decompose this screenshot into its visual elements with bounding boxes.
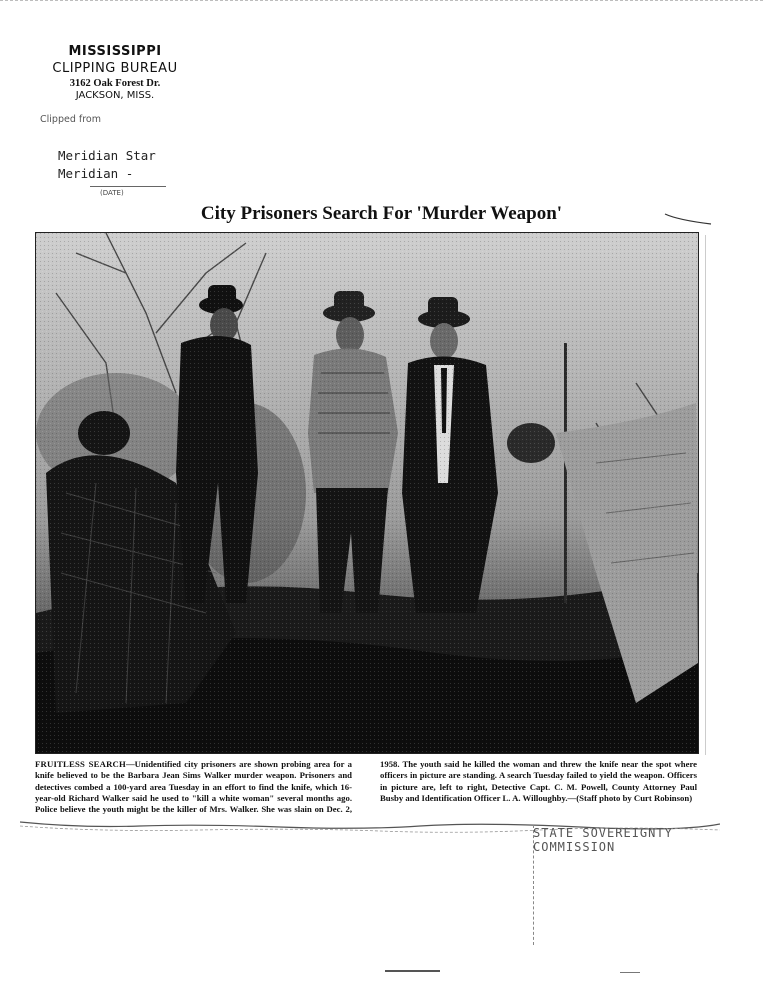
caption-lead: FRUITLESS SEARCH — [35, 759, 126, 769]
torn-edge-mark — [663, 208, 713, 228]
news-photo-image — [36, 233, 698, 753]
top-dotted-border — [0, 0, 763, 3]
right-margin-line — [705, 235, 707, 755]
clipped-from-label: Clipped from — [40, 114, 101, 125]
date-line — [90, 186, 166, 187]
newspaper-names — [58, 147, 156, 183]
news-photo — [35, 232, 699, 754]
article-headline: City Prisoners Search For 'Murder Weapon' — [200, 203, 563, 224]
bureau-city: JACKSON, MISS. — [75, 90, 155, 101]
bottom-mark-1 — [385, 970, 440, 972]
newspaper-name-2: Meridian - — [58, 166, 134, 181]
caption-body: —Unidentified city prisoners are shown probing area for a knife believed to be the Barbara Jean Sims Walker murder weapon. Prisoners and detectives combed a 100-yard area Tuesday in an effort to find the knife, which 16-year-old Richard Walker said he used to "kill a white woman" several months ago. Police believe the youth might be the killer of Mrs. Walker. She was slain on Dec. 2, 1958. The youth said he killed the woman and threw the knife near the spot where officers in picture are standing. A search Tuesday failed to yield the weapon. Officers in picture are, left to right, Detective Capt. C. M. Powell, County Attorney Paul Busby and Identification Officer L. A. Willoughby.—(Staff photo by Curt Robinson) — [35, 759, 697, 815]
photo-caption — [35, 759, 697, 815]
bureau-state: MISSISSIPPI — [68, 44, 162, 59]
newspaper-name-1: Meridian Star — [58, 148, 156, 163]
date-label: (DATE) — [100, 189, 124, 197]
bureau-address: 3162 Oak Forest Dr. — [69, 78, 161, 89]
sovereignty-commission-stamp: STATE SOVEREIGNTY COMMISSION — [533, 826, 673, 854]
bottom-mark-2 — [620, 972, 640, 973]
bureau-name: CLIPPING BUREAU — [52, 61, 178, 76]
clipping-bureau-header — [30, 44, 200, 101]
